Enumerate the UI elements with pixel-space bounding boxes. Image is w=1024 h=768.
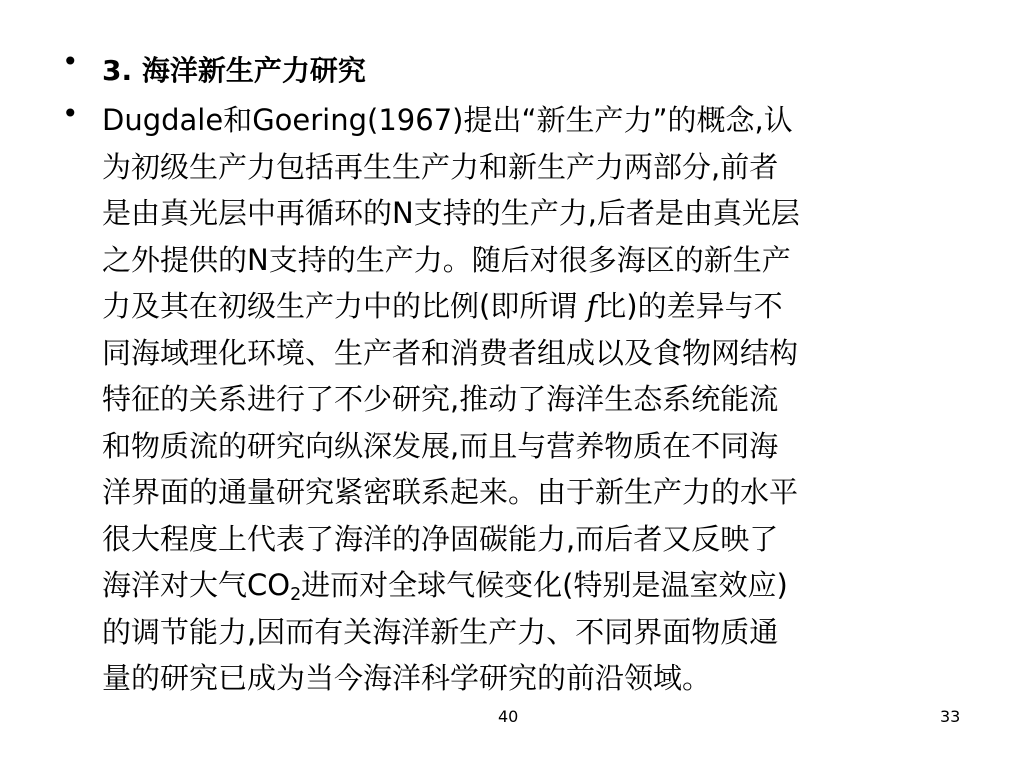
paragraph-line: 和物质流的研究向纵深发展,而且与营养物质在不同海 xyxy=(102,428,779,463)
paragraph-line: 的调节能力,因而有关海洋新生产力、不同界面物质通 xyxy=(102,614,779,649)
paragraph-line: 同海域理化环境、生产者和消费者组成以及食物网结构 xyxy=(102,335,799,370)
paragraph-line xyxy=(102,562,972,609)
paragraph-line: 特征的关系进行了不少研究,推动了海洋生态系统能流 xyxy=(102,382,779,416)
line-text: 海洋对大气CO xyxy=(102,568,291,602)
paragraph-line: 量的研究已成为当今海洋科学研究的前沿领域。 xyxy=(102,661,712,695)
line-text: 力及其在初级生产力中的比例(即所谓 xyxy=(102,289,587,323)
bullet-marker: • xyxy=(62,45,79,78)
paragraph-line: 之外提供的N支持的生产力。随后对很多海区的新生产 xyxy=(102,242,791,277)
paragraph-line: Dugdale和Goering(1967)提出“新生产力”的概念,认 xyxy=(102,103,793,137)
slide-number: 33 xyxy=(940,707,961,726)
section-heading: 3. 海洋新生产力研究 xyxy=(102,54,366,87)
paragraph-line: 洋界面的通量研究紧密联系起来。由于新生产力的水平 xyxy=(102,475,799,509)
slide-bullet-list xyxy=(62,45,972,702)
line-text: 进而对全球气候变化(特别是温室效应) xyxy=(301,568,788,602)
subscript: 2 xyxy=(290,585,302,606)
body-paragraph xyxy=(102,97,972,702)
footer-page-label: 40 xyxy=(498,707,519,726)
f-ratio-symbol: f xyxy=(586,289,598,323)
paragraph-line: 是由真光层中再循环的N支持的生产力,后者是由真光层 xyxy=(102,196,800,230)
paragraph-line: 为初级生产力包括再生生产力和新生产力两部分,前者 xyxy=(102,149,779,184)
bullet-paragraph xyxy=(62,97,972,702)
bullet-heading xyxy=(62,45,972,97)
paragraph-line xyxy=(102,283,972,330)
paragraph-line: 很大程度上代表了海洋的净固碳能力,而后者又反映了 xyxy=(102,521,779,556)
line-text: 比)的差异与不 xyxy=(597,289,783,323)
bullet-marker: • xyxy=(62,97,79,130)
